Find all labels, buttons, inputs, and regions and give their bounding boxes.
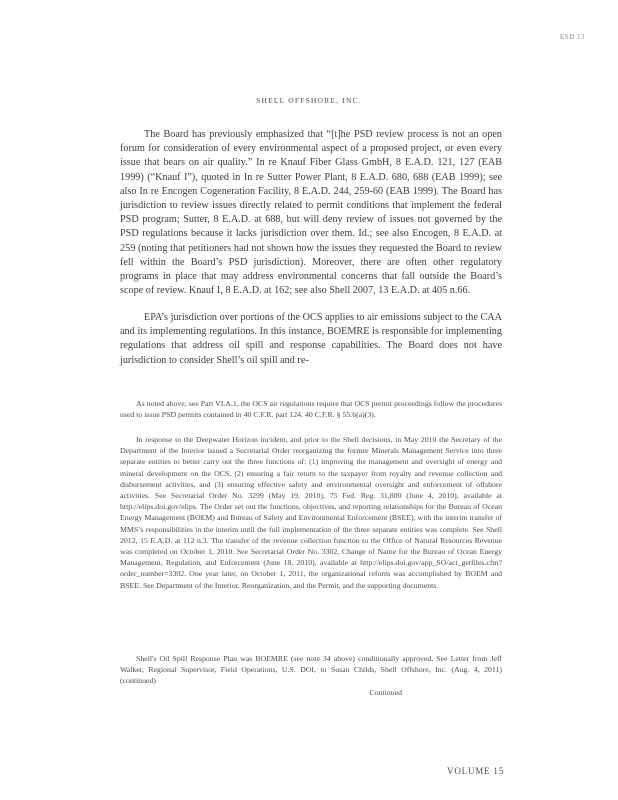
- body-paragraph-1: [120, 128, 502, 298]
- footnote-2: [120, 434, 502, 591]
- footnote-1: [120, 398, 502, 420]
- footnote-2-text: In response to the Deepwater Horizon incident, and prior to the Shell decisions, in May 2010 the Secretary of the Department of the Interior issued a Secretarial Order reorganizing the former Minerals Management Service into three separate entities to better carry out the three functions of: (1) improving the management and oversight of energy and mineral development on the OCS, (2) ensuring a fair return to the taxpayer from royalty and revenue collection and disbursement activities, and (3) ensuring effective safety and environmental oversight and enforcement of offshore activities. See Secretarial Order No. 3299 (May 19, 2010), 75 Fed. Reg. 31,800 (June 4, 2010), available at http://elips.doi.gov/elips. The Order set out the functions, objectives, and reporting relationships for the Bureau of Ocean Energy Management (BOEM) and Bureau of Safety and Environmental Enforcement (BSEE), with the interim transfer of MMS’s responsibilities in the interim until the full implementation of the three separate entities was complete. See Shell 2012, 15 E.A.D. at 112 n.3. The transfer of the revenue collection function to the Office of Natural Resources Revenue was completed on October 1, 2010. See Secretarial Order No. 3302, Change of Name for the Bureau of Ocean Energy Management, Regulation, and Enforcement (June 18, 2010), available at http://elips.doi.gov/app_SO/act_getfiles.cfm?order_number=3302. One year later, on October 1, 2011, the organizational reform was accomplished by BOEM and BSEE. See Department of the Interior, Reorganization, and the Permit, and the supporting documents.: [120, 435, 502, 590]
- footnote-3: [120, 653, 502, 698]
- paragraph-1-text: The Board has previously emphasized that “[t]he PSD review process is not an open forum for consideration of every environmental aspect of a proposed project, or even every issue that bears on air quality.” In re Knauf Fiber Glass GmbH, 8 E.A.D. 121, 127 (EAB 1999) (“Knauf I”), quoted in In re Sutter Power Plant, 8 E.A.D. 680, 688 (EAB 1999); see also In re Encogen Cogeneration Facility, 8 E.A.D. 244, 259-60 (EAB 1999). The Board has jurisdiction to review issues directly related to permit conditions that implement the federal PSD program; Sutter, 8 E.A.D. at 688, but will deny review of issues not governed by the PSD regulations because it lacks jurisdiction over them. Id.; see also Encogen, 8 E.A.D. at 259 (noting that petitioners had not shown how the issues they requested the Board to review fell within the Board’s PSD jurisdiction). Moreover, there are often other regulatory programs in place that may address environmental concerns that fall outside the Board’s scope of review. Knauf I, 8 E.A.D. at 162; see also Shell 2007, 13 E.A.D. at 405 n.66.: [120, 129, 502, 297]
- footnote-1-text: As noted above, see Part VI.A.1, the OCS air regulations require that OCS permit proceedings follow the procedures used to issue PSD permits contained in 40 C.F.R. part 124. 40 C.F.R. § 55.6(a)(3).: [120, 399, 502, 420]
- footnote-3-text: Shell's Oil Spill Response Plan was BOEMRE (see note 34 above) conditionally approved. See Letter from Jeff Walker, Regional Supervisor, Field Operations, U.S. DOI, to Susan Childs, Shell Offshore, Inc. (Aug. 4, 2011) (continued): [120, 654, 502, 686]
- corner-mark: ESD 13: [560, 33, 585, 41]
- paragraph-2-text: EPA’s jurisdiction over portions of the OCS applies to air emissions subject to the CAA and its implementing regulations. In this instance, BOEMRE is responsible for implementing regulations that address oil spill and response capabilities. The Board does not have jurisdiction to consider Shell’s oil spill and re-: [120, 312, 502, 366]
- continued-label: Continued: [369, 687, 402, 697]
- page-footer: VOLUME 15: [447, 766, 504, 776]
- running-head: SHELL OFFSHORE, INC.: [256, 96, 362, 105]
- body-paragraph-2: [120, 311, 502, 368]
